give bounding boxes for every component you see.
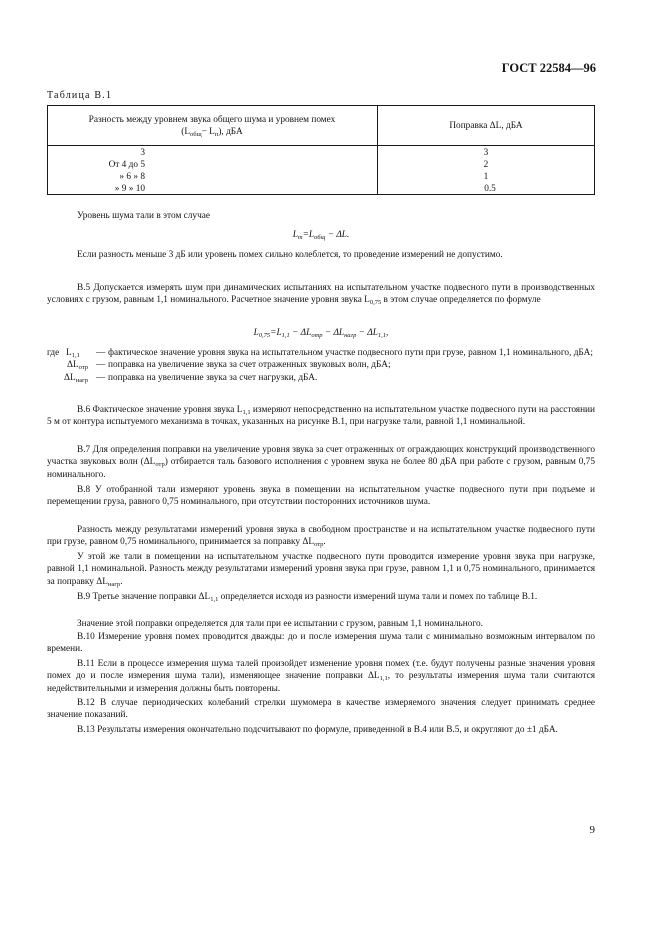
paragraph-b10: В.10 Измерение уровня помех проводится дважды: до и после измерения шума тали с минимально возможным интервалом по времени. — [47, 632, 595, 655]
table-cell-correction: 0.5 — [484, 184, 496, 194]
paragraph-b7: В.7 Для определения поправки на увеличение уровня звука за счет отраженных от ограждающих конструкций производственного участка звуковых волн $(\Delta L_{отр})$ отбирается таль базового исполнения с уровнем звука не более 80 дБА при работе с грузом, равным 0,75 номинального. — [47, 445, 595, 480]
table-caption: Таблица В.1 — [47, 90, 113, 101]
paragraph-same-hoist: У этой же тали в помещении на испытательном участке подвесного пути проводится измерение уровня звука при нагрузке, равной 1,1 номинальной. Разность между результатами измерений уровня звука при грузе, равном 1,1 и 0,75 номинального, принимается за поправку $\Delta L_{нагр}$. — [47, 552, 595, 588]
table-cell-correction: 1 — [483, 172, 489, 182]
paragraph-b5: В.5 Допускается измерять шум при динамических испытаниях на испытательном участке подвесного пути в производственных условиях с грузом, равным 1,1 номинального. Расчетное значение уровня звука $L_{0,75}$ в этом случае определяется по формуле — [47, 283, 595, 307]
table-cell-correction: 2 — [483, 160, 489, 170]
where-list — [66, 347, 595, 384]
where-item: $\Delta L_{отр}$ — поправка на увеличение звука за счет отраженных звуковых волн, дБА; — [66, 360, 391, 372]
where-label: где — [47, 348, 60, 358]
paragraph-difference: Разность между результатами измерений уровня звука в свободном пространстве и на испытательном участке подвесного пути при грузе, равном 0,75 номинального, принимается за поправку $\Delta L_{отр}$. — [47, 525, 595, 549]
paragraph-b11: В.11 Если в процессе измерения шума талей произойдет изменение уровня помех (т.е. будут получены разные значения уровня помех до и после измерения шума тали), изменяющее значение поправки $\Delta L_{1,1}$, то результаты измерения шума тали считаются недействительными и измерения должны быть повторены. — [47, 659, 595, 694]
table-cell-diff: 3 — [140, 148, 145, 158]
paragraph-b6: В.6 Фактическое значение уровня звука $L_{1,1}$ измеряют непосредственно на испытательном участке подвесного пути на расстоянии 5 м от контура испытуемого механизма в точках, указанных на рисунке В.1, при нагрузке тали, равной 1,1 номинальной. — [47, 405, 595, 428]
paragraph-b13: В.13 Результаты измерения окончательно подсчитывают по формуле, приведенной в В.4 или В.5, и округляют до ±1 дБА. — [77, 725, 558, 735]
paragraph-b9: В.9 Третье значение поправки $\Delta L_{1,1}$ определяется исходя из разности измерений шума тали и помех по таблице В.1. — [77, 592, 538, 603]
paragraph-b12: В.12 В случае периодических колебаний стрелки шумомера в качестве измеряемого значения следует принимать среднее значение показаний. — [47, 698, 595, 721]
formula-l075: $L_{0,75}=L_{1,1} - \Delta L_{отр} - \Delta L_{нагр} - \Delta L_{1,1}$, — [253, 328, 389, 339]
table-header-difference: Разность между уровнем звука общего шума и уровнем помех $(L_{общ}- L_п)$, дБА — [88, 115, 336, 138]
where-item: $L_{1,1}$ — фактическое значение уровня звука на испытательном участке подвесного пути при грузе, равном 1,1 номинального, дБА; — [66, 348, 593, 359]
paragraph-third-correction: Значение этой поправки определяется для тали при ее испытании с грузом, равным 1,1 номинального. — [77, 619, 483, 629]
where-item: $\Delta L_{нагр}$ — поправка на увеличение звука за счет нагрузки, дБА. — [64, 372, 318, 384]
table-cell-diff: От 4 до 5 — [108, 160, 145, 170]
table-cell-diff: » 9 » 10 — [114, 184, 145, 194]
table-cell-correction: 3 — [483, 148, 489, 158]
paragraph-level-intro: Уровень шума тали в этом случае — [77, 211, 211, 221]
page-number: 9 — [589, 824, 595, 836]
correction-table — [47, 105, 595, 195]
paragraph-less-than-3db: Если разность меньше 3 дБ или уровень помех сильно колеблется, то проведение измерений не допустимо. — [77, 250, 503, 260]
table-cell-diff: » 6 » 8 — [119, 172, 145, 182]
formula-noise-level: $L_т=L_{общ} - \Delta L$. — [292, 230, 350, 241]
standard-number: ГОСТ 22584—96 — [501, 61, 596, 75]
paragraph-b8: В.8 У отобранной тали измеряют уровень звука в помещении на испытательном участке подвесного пути при подъеме и перемещении груза, равного 0,75 номинального, при отсутствии посторонних источников шума. — [47, 485, 595, 508]
table-header-correction: Поправка ΔL, дБА — [449, 121, 523, 131]
